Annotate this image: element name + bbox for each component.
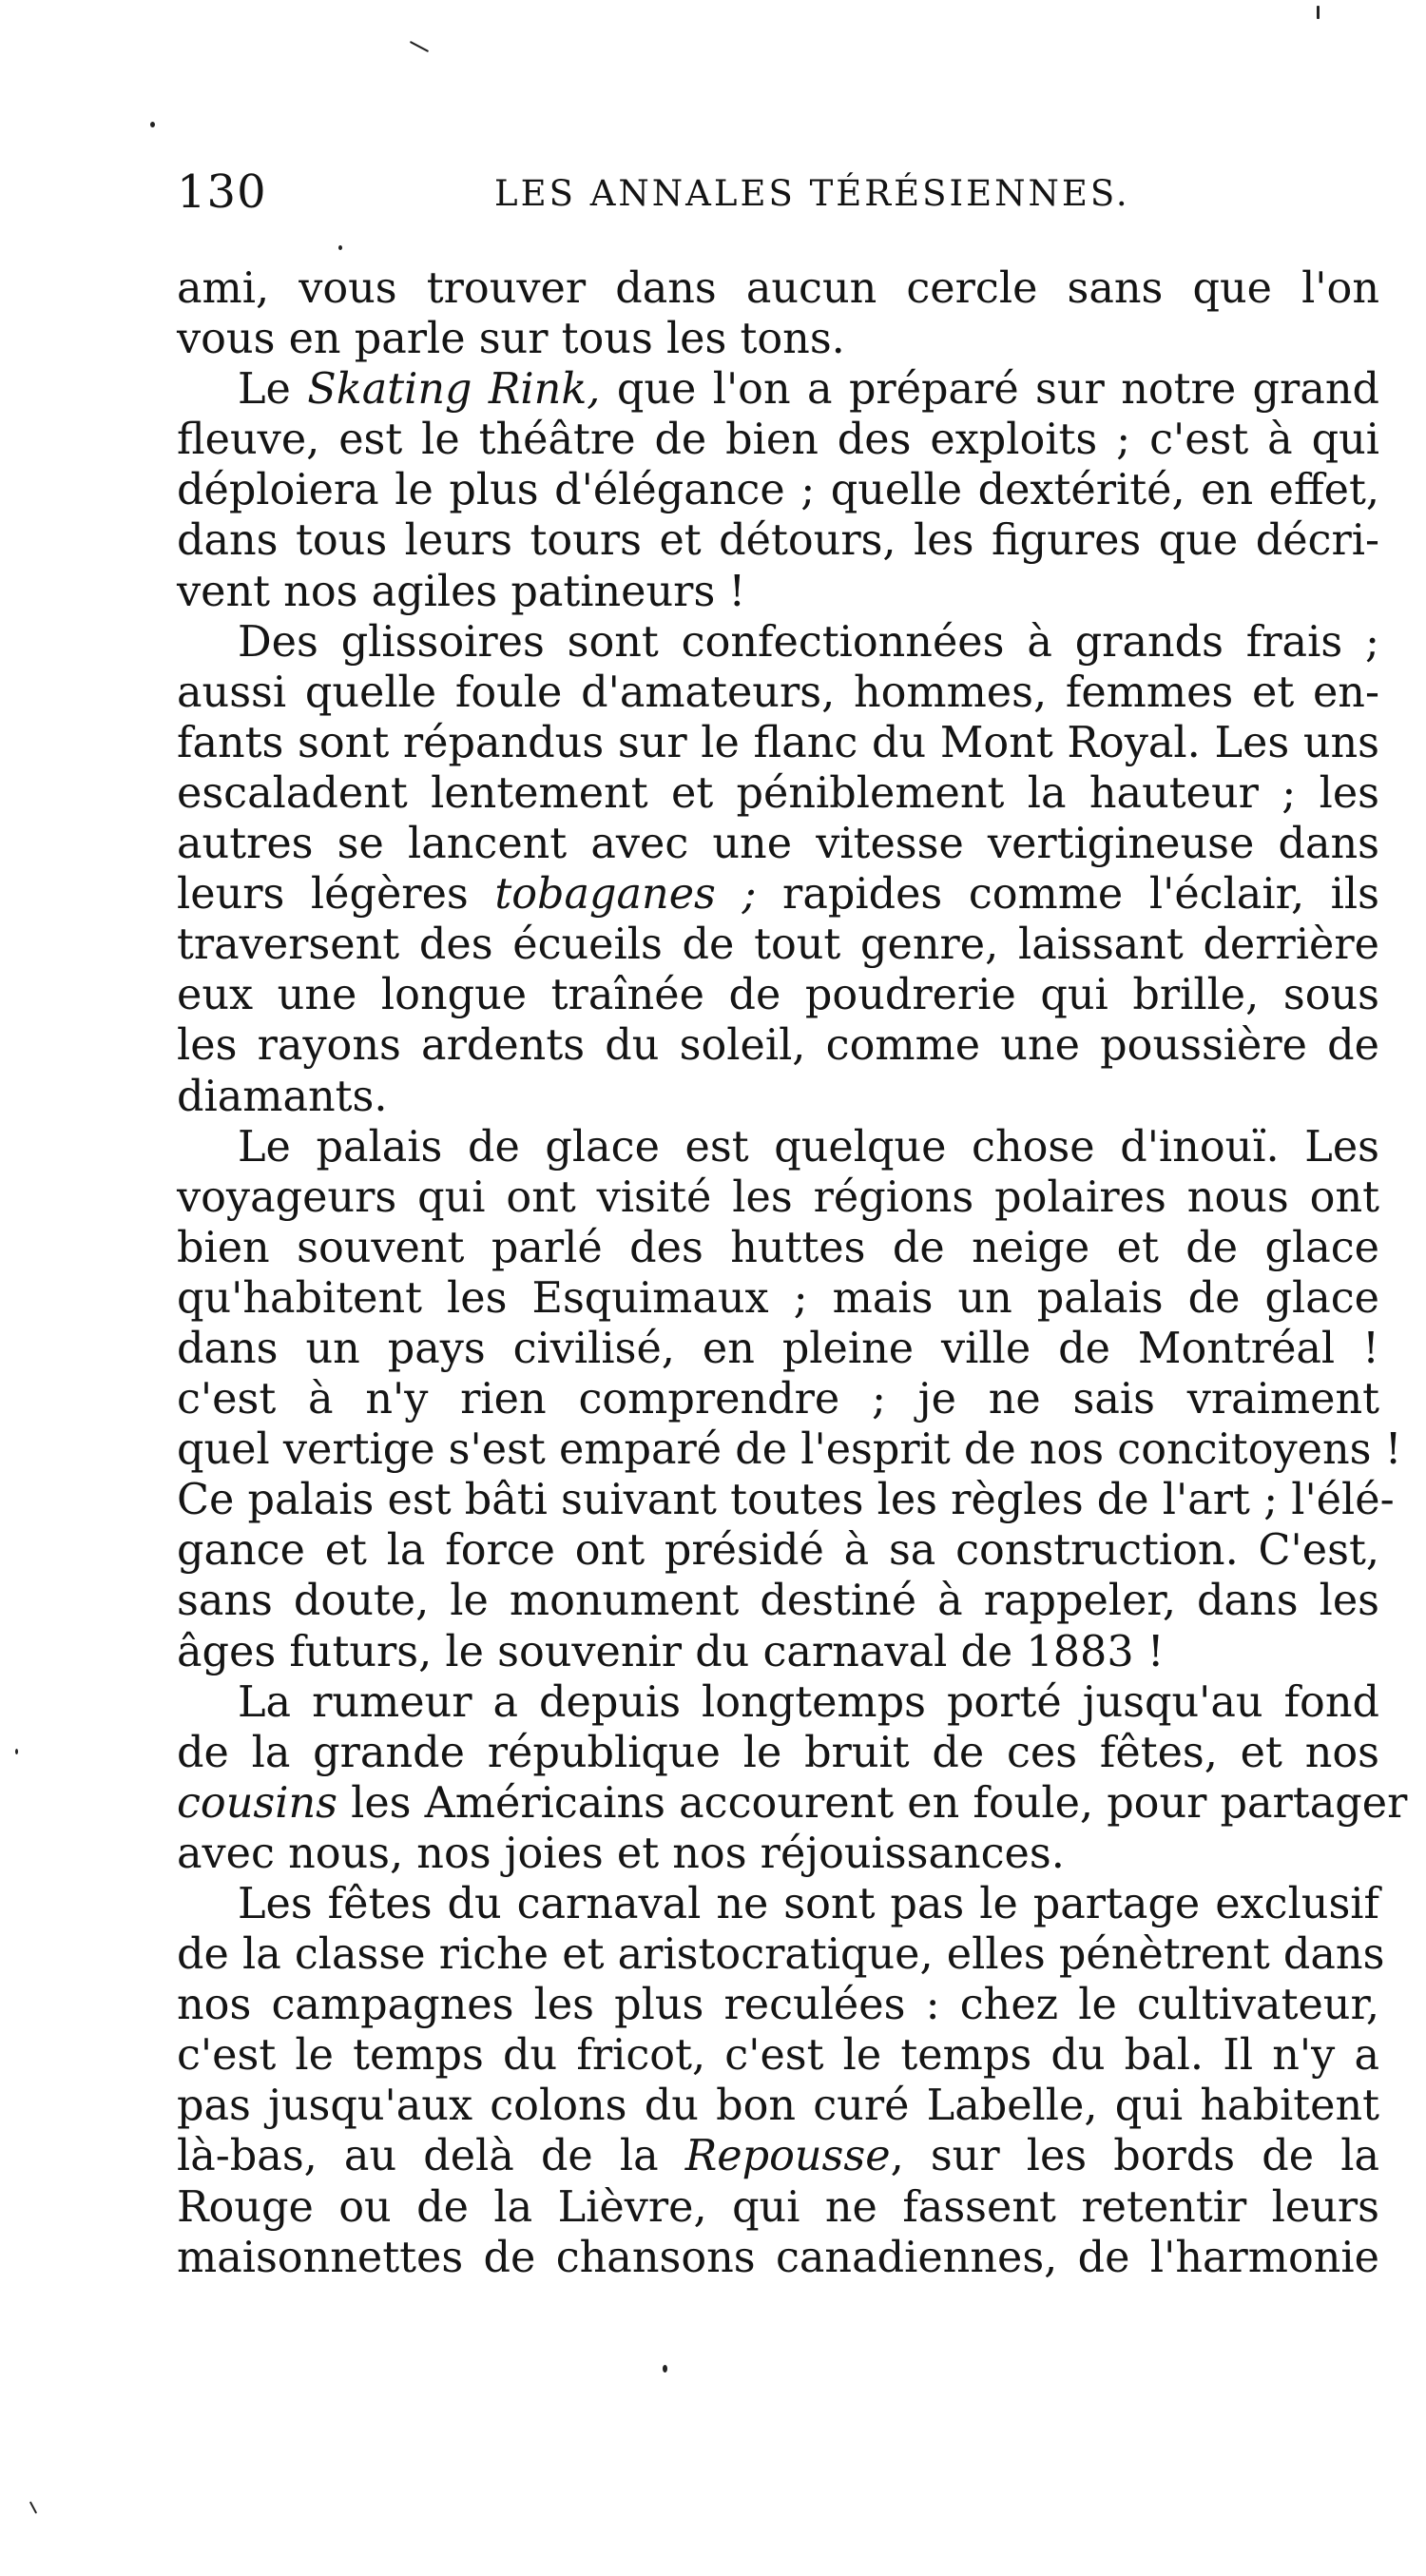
body-text xyxy=(177,263,1408,2283)
text-line: fants sont répandus sur le flanc du Mont Royal. Les uns xyxy=(177,718,1379,767)
text-line: avec nous, nos joies et nos réjouissances. xyxy=(177,1829,1065,1878)
text-line: eux une longue traînée de poudrerie qui brille, sous xyxy=(177,971,1379,1020)
text-line xyxy=(177,364,1379,415)
text-run: leurs légères xyxy=(177,870,495,920)
text-line: traversent des écueils de tout genre, laissant derrière xyxy=(177,920,1379,970)
text-line: vous en parle sur tous les tons. xyxy=(177,315,845,364)
text-run: là-bas, au delà de la xyxy=(177,2132,685,2181)
text-line: vent nos agiles patineurs ! xyxy=(177,567,746,616)
text-line: Des glissoires sont confectionnées à grands frais ; xyxy=(238,617,1379,667)
text-line: Le palais de glace est quelque chose d'inouï. Les xyxy=(238,1122,1379,1172)
scan-speck xyxy=(663,2365,667,2373)
text-line: nos campagnes les plus reculées : chez le cultivateur, xyxy=(177,1981,1379,2030)
text-line: ami, vous trouver dans aucun cercle sans que l'on xyxy=(177,264,1379,313)
italic-run: Repousse xyxy=(684,2132,891,2181)
text-line xyxy=(177,869,1379,920)
text-line: sans doute, le monument destiné à rappeler, dans les xyxy=(177,1577,1379,1626)
text-line: les rayons ardents du soleil, comme une poussière de xyxy=(177,1021,1379,1071)
running-title: LES ANNALES TÉRÉSIENNES. xyxy=(494,173,1130,214)
text-line: escaladent lentement et péniblement la hauteur ; les xyxy=(177,768,1379,818)
text-line: quel vertige s'est emparé de l'esprit de nos concitoyens ! xyxy=(177,1425,1402,1475)
scan-speck xyxy=(338,245,342,250)
text-run: , sur les bords de la xyxy=(890,2132,1379,2181)
text-run: que l'on a préparé sur notre grand xyxy=(600,365,1379,415)
text-line: déploiera le plus d'élégance ; quelle dextérité, en effet, xyxy=(177,466,1379,515)
page-number: 130 xyxy=(177,165,267,219)
text-run: rapides comme l'éclair, ils xyxy=(756,870,1379,920)
text-line: dans un pays civilisé, en pleine ville de Montréal ! xyxy=(177,1324,1379,1373)
scan-speck xyxy=(410,41,429,52)
text-run: Le xyxy=(238,365,308,415)
text-line: Ce palais est bâti suivant toutes les règles de l'art ; l'élé- xyxy=(177,1476,1395,1525)
text-line: Rouge ou de la Lièvre, qui ne fassent retentir leurs xyxy=(177,2182,1379,2232)
text-line: âges futurs, le souvenir du carnaval de 1883 ! xyxy=(177,1627,1165,1676)
text-line: de la grande république le bruit de ces fêtes, et nos xyxy=(177,1728,1379,1777)
text-line xyxy=(177,2131,1379,2181)
text-line: pas jusqu'aux colons du bon curé Labelle, qui habitent xyxy=(177,2082,1379,2131)
text-line: autres se lancent avec une vitesse vertigineuse dans xyxy=(177,820,1379,869)
text-line: fleuve, est le théâtre de bien des exploits ; c'est à qui xyxy=(177,416,1379,465)
page-header xyxy=(177,164,1379,221)
text-line: diamants. xyxy=(177,1072,388,1121)
text-line: qu'habitent les Esquimaux ; mais un palais de glace xyxy=(177,1273,1379,1323)
text-line: c'est à n'y rien comprendre ; je ne sais vraiment xyxy=(177,1375,1379,1424)
scan-speck xyxy=(15,1749,18,1754)
text-line: c'est le temps du fricot, c'est le temps du bal. Il n'y a xyxy=(177,2031,1379,2081)
text-line: dans tous leurs tours et détours, les figures que décri- xyxy=(177,516,1379,566)
text-line: La rumeur a depuis longtemps porté jusqu'au fond xyxy=(238,1677,1379,1727)
text-run: les Américains accourent en foule, pour partager xyxy=(337,1778,1408,1828)
text-line: bien souvent parlé des huttes de neige et de glace xyxy=(177,1223,1379,1272)
text-line: Les fêtes du carnaval ne sont pas le partage exclusif xyxy=(238,1880,1379,1928)
text-line: voyageurs qui ont visité les régions polaires nous ont xyxy=(177,1172,1379,1222)
italic-run: Skating Rink, xyxy=(307,365,601,415)
scan-speck xyxy=(1317,6,1320,19)
text-line: de la classe riche et aristocratique, elles pénètrent dans xyxy=(177,1930,1385,1980)
text-line: aussi quelle foule d'amateurs, hommes, femmes et en- xyxy=(177,668,1379,717)
text-line: gance et la force ont présidé à sa construction. C'est, xyxy=(177,1526,1379,1576)
text-line: maisonnettes de chansons canadiennes, de l'harmonie xyxy=(177,2233,1379,2282)
text-line xyxy=(177,1778,1408,1829)
scan-speck xyxy=(29,2501,37,2513)
scan-speck xyxy=(150,122,155,127)
italic-run: cousins xyxy=(177,1778,337,1828)
italic-run: tobaganes ; xyxy=(494,870,757,920)
